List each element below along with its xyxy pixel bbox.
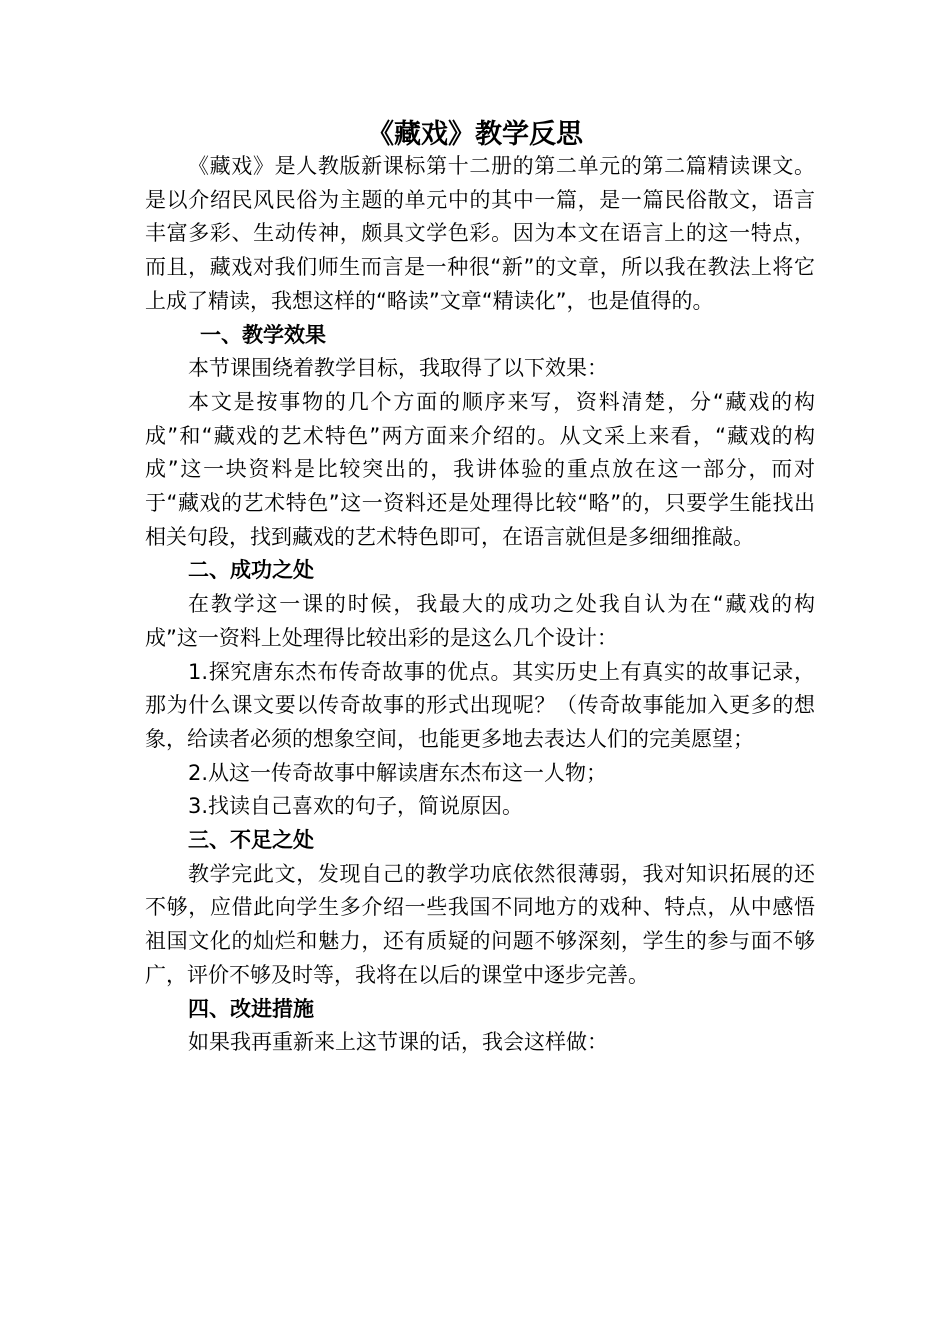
- paragraph: 如果我再重新来上这节课的话，我会这样做：: [188, 1030, 608, 1055]
- list-item: 1.探究唐东杰布传奇故事的优点。其实历史上有真实的故事记录，那为什么课文要以传奇故事的形式出现呢？（传奇故事能加入更多的想象，给读者必须的想象空间，也能更多地去表达人们的完美愿望；: [145, 659, 815, 751]
- section-heading-successes: 二、成功之处: [188, 558, 314, 583]
- paragraph: 本节课围绕着教学目标，我取得了以下效果：: [188, 356, 608, 381]
- list-item: 3.找读自己喜欢的句子，简说原因。: [188, 794, 524, 819]
- paragraph: 本文是按事物的几个方面的顺序来写，资料清楚，分“藏戏的构成”和“藏戏的艺术特色”两方面来介绍的。从文采上来看，“藏戏的构成”这一块资料是比较突出的，我讲体验的重点放在这一部分，而对于“藏戏的艺术特色”这一资料还是处理得比较“略”的，只要学生能找出相关句段，找到藏戏的艺术特色即可，在语言就但是多细细推敲。: [145, 389, 815, 549]
- paragraph: 在教学这一课的时候，我最大的成功之处我自认为在“藏戏的构成”这一资料上处理得比较出彩的是这么几个设计：: [145, 592, 815, 650]
- paragraph: 教学完此文，发现自己的教学功底依然很薄弱，我对知识拓展的还不够，应借此向学生多介绍一些我国不同地方的戏种、特点，从中感悟祖国文化的灿烂和魅力，还有质疑的问题不够深刻，学生的参与面不够广，评价不够及时等，我将在以后的课堂中逐步完善。: [145, 861, 815, 987]
- document-body: [145, 150, 815, 1060]
- intro-paragraph: 《藏戏》是人教版新课标第十二册的第二单元的第二篇精读课文。是以介绍民风民俗为主题的单元中的其中一篇，是一篇民俗散文，语言丰富多彩、生动传神，颇具文学色彩。因为本文在语言上的这一特点，而且，藏戏对我们师生而言是一种很“新”的文章，所以我在教法上将它上成了精读，我想这样的“略读”文章“精读化”，也是值得的。: [145, 154, 815, 313]
- section-heading-shortcomings: 三、不足之处: [188, 828, 314, 853]
- section-heading-teaching-effect: 一、教学效果: [200, 322, 326, 347]
- section-heading-improvements: 四、改进措施: [188, 996, 314, 1021]
- list-item: 2.从这一传奇故事中解读唐东杰布这一人物；: [188, 760, 608, 785]
- document-title: 《藏戏》教学反思: [367, 119, 583, 150]
